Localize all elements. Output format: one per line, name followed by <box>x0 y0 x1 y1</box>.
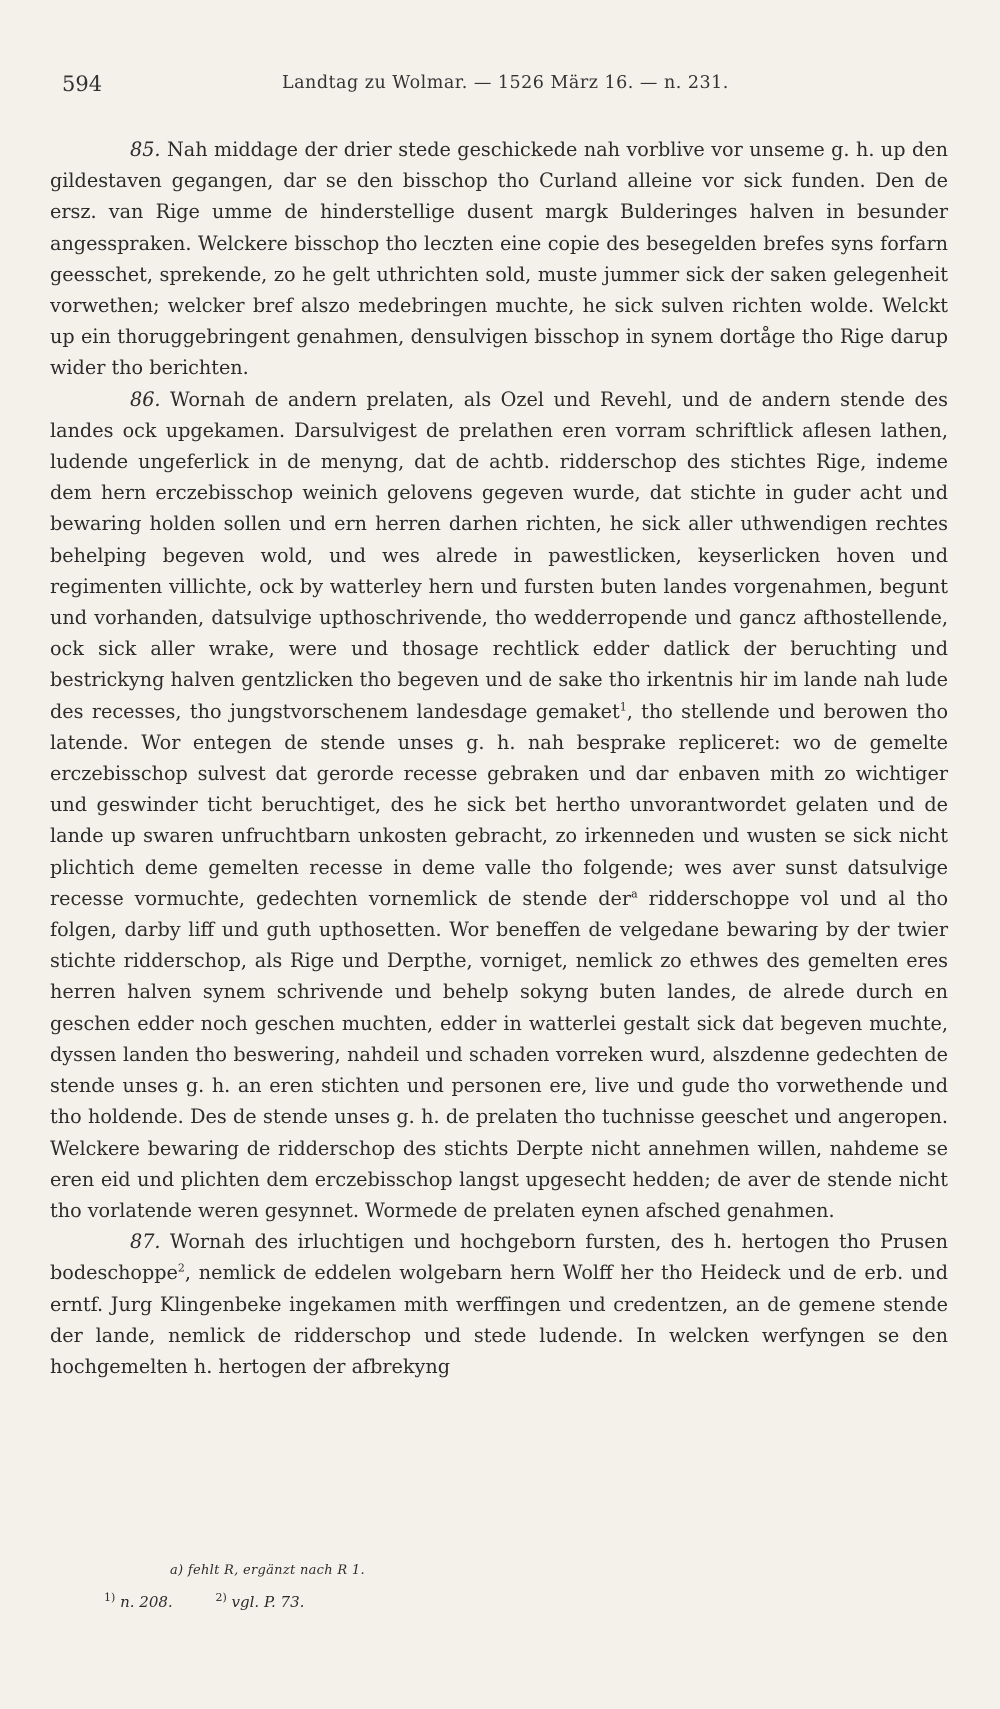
body-text <box>50 134 948 1382</box>
footnotes <box>104 1593 342 1611</box>
paragraph-text: , nemlick de eddelen wolgebarn hern Wolff her tho Heideck und de erb. und erntf. Jurg Klingenbeke ingekamen mith werffingen und credentzen, an de gemene stende der lande, nemlick de ridderschop und stede ludende. In welcken werfyngen se den hochgemelten h. hertogen der afbrekyng <box>50 1261 948 1378</box>
footnote-1 <box>104 1593 173 1611</box>
footnote-label: 1) <box>104 1591 116 1604</box>
textual-footnote: a) fehlt R, ergänzt nach R 1. <box>170 1563 365 1578</box>
running-head: Landtag zu Wolmar. — 1526 März 16. — n. 231. <box>282 73 729 93</box>
paragraph-text: Wornah des irluchtigen und hochgeborn fursten, des h. hertogen tho Prusen bodeschoppe <box>50 1230 948 1285</box>
paragraph-number: 86. <box>130 387 161 411</box>
footnote-ref: 1 <box>619 700 627 714</box>
paragraph-text: Nah middage der drier stede geschickede nah vorblive vor unseme g. h. up den gildestaven gegangen, dar se den bisschop tho Curland alleine vor sick funden. Den de ersz. van Rige umme de hinderstellige dusent margk Bulderinges halven in besunder angesspraken. Welckere bisschop tho leczten eine copie des besegelden brefes syns forfarn geesschet, sprekende, zo he gelt uthrichten sold, muste jummer sick der saken gelegenheit vorwethen; welcker bref alszo medebringen muchte, he sick sulven richten wolde. Welckt up ein thoruggebringent genahmen, densulvigen bisschop in synem dortåge tho Rige darup wider tho berichten. <box>50 138 948 380</box>
page-number: 594 <box>62 72 103 96</box>
paragraph-87 <box>50 1226 948 1382</box>
paragraph-text: Wornah de andern prelaten, als Ozel und Revehl, und de andern stende des landes ock upgekamen. Darsulvigest de prelathen eren vorram schriftlick aflesen lathen, ludende ungeferlick in de menyng, dat de achtb. ridderschop des stichtes Rige, indeme dem hern erczebisschop weinich gelovens gegeven wurde, dat stichte in guder acht und bewaring holden sollen und ern herren darhen richten, he sick aller uthwendigen rechtes behelping begeven wold, und wes alrede in pawestlicken, keyserlicken hoven und regimenten villichte, ock by watterley hern und fursten buten landes vorgenahmen, begunt und vorhanden, datsulvige upthoschrivende, tho wedderropende und gancz afthostellende, ock sick aller wrake, were und thosage rechtlick edder datlick der beruchting und bestrickyng halven gentzlicken tho begeven und de sake tho irkentnis hir im lande nah lude des recesses, tho jungstvorschenem landesdage gemaket <box>50 387 948 723</box>
paragraph-number: 87. <box>130 1230 161 1254</box>
paragraph-number: 85. <box>130 138 161 161</box>
footnote-label: 2) <box>215 1591 227 1604</box>
footnote-2 <box>215 1593 304 1611</box>
page-header <box>62 72 948 106</box>
footnote-ref: 2 <box>177 1261 185 1275</box>
footnote-ref: a <box>631 887 638 901</box>
footnote-text: vgl. P. 73. <box>231 1593 305 1611</box>
footnote-text: n. 208. <box>120 1593 173 1611</box>
paragraph-85 <box>50 134 948 384</box>
paragraph-86 <box>50 384 948 1226</box>
paragraph-text: ridderschoppe vol und al tho folgen, darby liff und guth upthosetten. Wor beneffen de velgedane bewaring by der twier stichte ridderschop, als Rige und Derpthe, vorniget, nemlick zo ethwes des gemelten eres herren halven synem schrivende und behelp sokyng buten landes, de alrede durch en geschen edder noch geschen muchten, edder in watterlei gestalt sick dat begeven muchte, dyssen landen tho beswering, nahdeil und schaden vorreken wurd, alszdenne gedechten de stende unses g. h. an eren stichten und personen ere, live und gude tho vorwethende und tho holdende. Des de stende unses g. h. de prelaten tho tuchnisse geeschet und angeropen. Welckere bewaring de ridderschop des stichts Derpte nicht annehmen willen, nahdeme se eren eid und plichten dem erczebisschop langst upgesecht hedden; de aver de stende nicht tho vorlatende weren gesynnet. Wormede de prelaten eynen afsched genahmen. <box>50 886 948 1222</box>
paragraph-text: , tho stellende und berowen tho latende. Wor entegen de stende unses g. h. nah besprake repliceret: wo de gemelte erczebisschop sulvest dat gerorde recesse gebraken und dar enbaven mith zo wichtiger und geswinder ticht beruchtiget, des he sick bet hertho unvorantwordet gelaten und de lande up swaren unfruchtbarn unkosten gebracht, zo irkenneden und wusten se sick nicht plichtich deme gemelten recesse in deme valle tho folgende; wes aver sunst datsulvige recesse vormuchte, gedechten vornemlick de stende der <box>50 699 948 910</box>
